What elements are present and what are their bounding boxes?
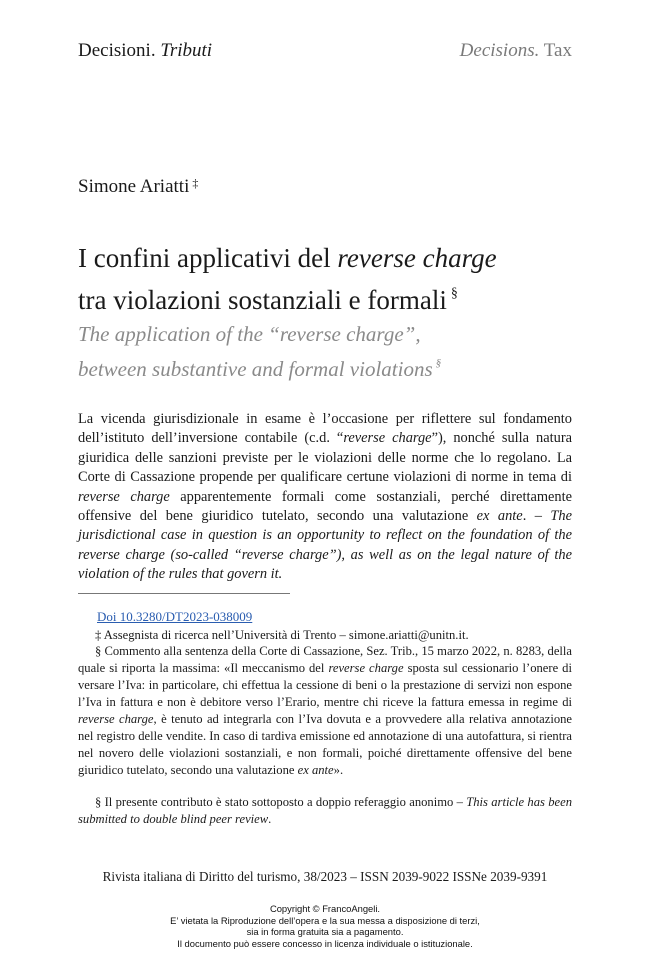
title-italic-term: reverse charge — [337, 243, 497, 273]
abstract-text: La vicenda giurisdizionale in esame è l’occasione per riflettere sul fondamento dell’istituto dell’inversione contabile (c.d. “ — [78, 411, 572, 447]
abstract — [78, 410, 572, 585]
footnote-author: ‡ Assegnista di ricerca nell’Università di Trento – simone.ariatti@unitn.it. — [95, 628, 469, 642]
abstract-italic: reverse charge — [343, 430, 432, 447]
running-header-right — [460, 40, 572, 62]
footnote-italic: reverse charge — [78, 712, 154, 726]
copyright-line-2: E’ vietata la Riproduzione dell’opera e la sua messa a disposizione di terzi, — [170, 914, 480, 926]
title-text: I confini applicativi del — [78, 243, 338, 273]
running-header-left — [78, 40, 212, 62]
abstract-italic: reverse charge — [78, 488, 170, 505]
abstract-italic: ex ante — [476, 508, 523, 525]
article-title — [78, 240, 578, 318]
journal-citation: Rivista italiana di Diritto del turismo, 38/2023 – ISSN 2039-9022 ISSNe 2039-9391 — [102, 869, 548, 884]
section-subname-en: Tax — [543, 40, 572, 61]
author-footnote-mark: ‡ — [192, 176, 199, 190]
copyright-line-3: sia in forma gratuita sia a pagamento. — [246, 926, 404, 938]
subtitle-line-1: The application of the “reverse charge”, — [78, 322, 421, 346]
abstract-text: . – — [522, 508, 551, 525]
footnote-text: , è tenuto ad integrarla con l’Iva dovuta e a provvedere alla relativa annotazione nel registro delle vendite. In caso di tardiva emissione ed annotazione di una autofattura, si rientra nel novero delle violazioni sostanziali, e non formali, poiché direttamente offensive del bene giuridico tutelato, secondo una valutazione — [78, 712, 573, 777]
footnote-peer-review — [78, 794, 572, 828]
subtitle-line-2 — [78, 349, 578, 384]
abstract-english: The jurisdictional case in question is an opportunity to reflect on the foundation of the reverse charge (so-called “reverse charge”), as well as on the legal nature of the violation of the rules that govern it. — [78, 508, 572, 583]
footnote-text: sposta sul cessionario l’onere di versare l’Iva: in particolare, chi effettua la cessione di beni o la prestazione di servizi non espone l’Iva in fattura e non è debitore verso l’Erario, mentre chi riceve la fattura emessa in regime di — [78, 661, 572, 709]
section-name: Decisioni. — [78, 40, 156, 61]
abstract-text: ”), nonché sulla natura giuridica delle sanzioni previste per le violazioni delle norme che lo regolano. La Corte di Cassazione propende per qualificare certune violazioni di norme in tema di — [78, 430, 572, 486]
article-subtitle-en — [78, 320, 578, 384]
copyright-notice — [0, 903, 650, 949]
footnote-italic: ex ante — [297, 763, 334, 777]
author-name: Simone Ariatti — [78, 176, 190, 197]
footnote-text: . — [268, 812, 272, 826]
doi-link[interactable]: Doi 10.3280/DT2023-038009 — [97, 609, 253, 624]
title-text-2: tra violazioni sostanziali e formali — [78, 285, 447, 315]
footnote-italic: This article has been submitted to double blind peer review — [78, 795, 572, 826]
footnote-separator — [78, 593, 290, 594]
author-line — [78, 176, 198, 198]
footnote-text: ». — [333, 763, 344, 777]
copyright-line-4: Il documento può essere concesso in licenza individuale o istituzionale. — [177, 937, 473, 949]
footnote-text: § Il presente contributo è stato sottoposto a doppio referaggio anonimo – — [95, 795, 467, 809]
abstract-text: apparentemente formali come sostanziali, perché direttamente offensive del bene giuridico tutelato, secondo una valutazione — [78, 488, 572, 525]
section-subname: Tributi — [160, 40, 213, 61]
subtitle-text-2: between substantive and formal violations — [78, 357, 433, 381]
copyright-line-1: Copyright © FrancoAngeli. — [269, 903, 381, 914]
title-line-2 — [78, 276, 578, 318]
title-line-1 — [78, 240, 578, 276]
subtitle-footnote-mark: § — [435, 357, 442, 369]
section-name-en: Decisions. — [459, 40, 540, 61]
footnote-text: § Commento alla sentenza della Corte di Cassazione, Sez. Trib., 15 marzo 2022, n. 8283, della quale si riporta la massima: «Il meccanismo del — [78, 644, 572, 675]
footnote-commentary — [78, 643, 572, 779]
footnote-italic: reverse charge — [328, 661, 404, 675]
title-footnote-mark: § — [450, 286, 458, 301]
